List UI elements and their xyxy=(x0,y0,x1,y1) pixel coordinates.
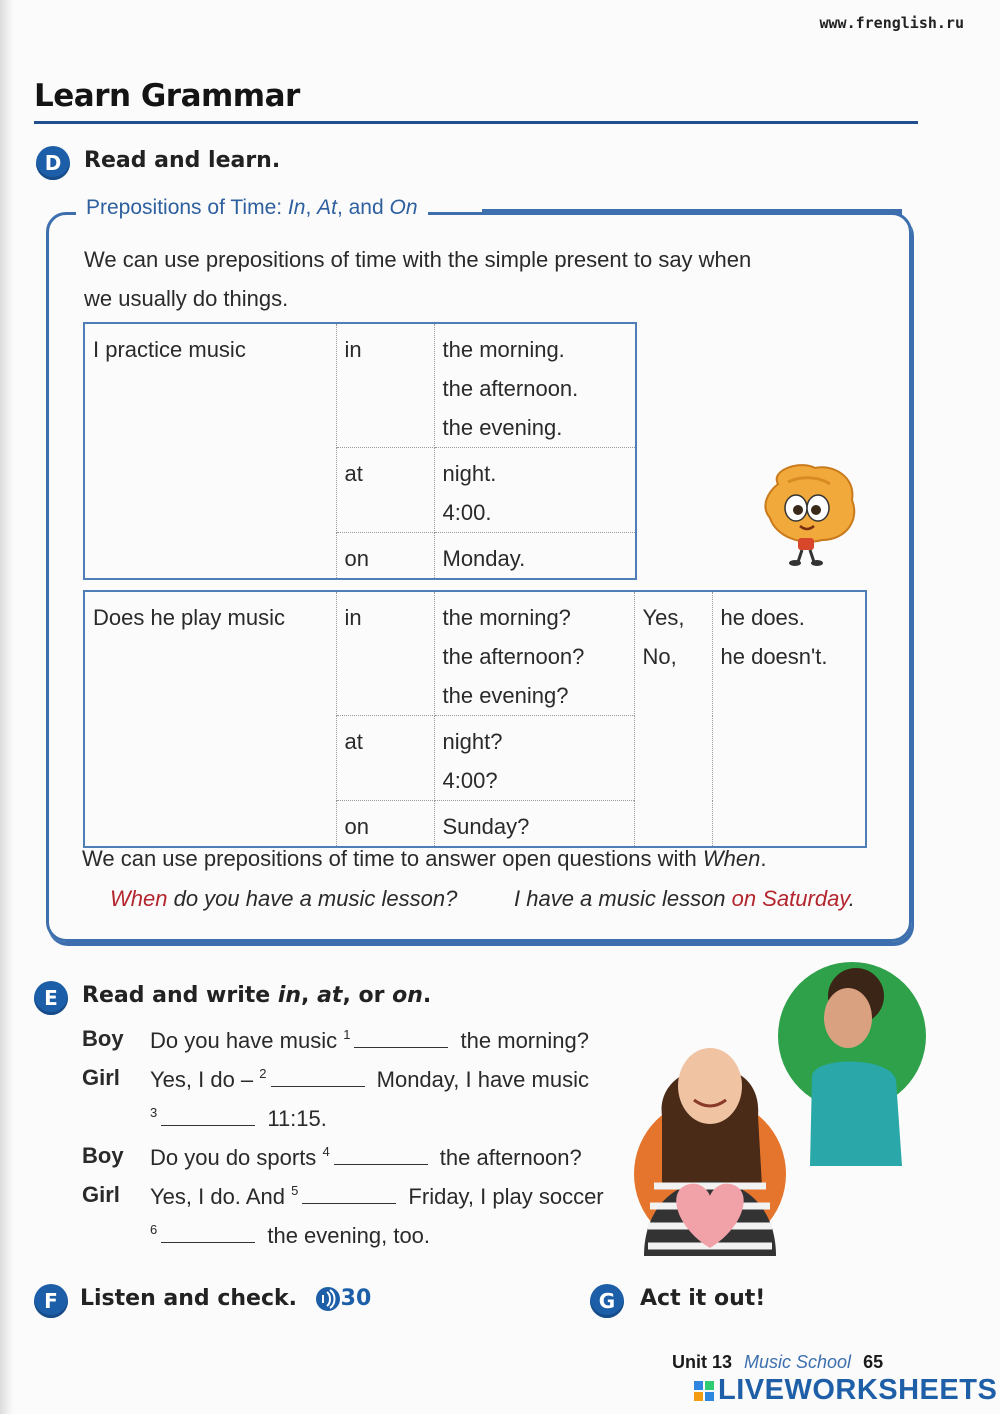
answer-blank-2[interactable] xyxy=(271,1065,365,1087)
section-g-heading: Act it out! xyxy=(640,1286,766,1311)
table2-yes-no: Yes, No, xyxy=(634,591,712,847)
dialog-line: Yes, I do – $^2$ Monday, I have music xyxy=(150,1066,589,1092)
section-f-heading: Listen and check. 30 xyxy=(80,1286,372,1311)
section-f-badge: F xyxy=(34,1284,68,1318)
page-title: Learn Grammar xyxy=(34,78,300,114)
table1-on-items: Monday. xyxy=(434,533,636,580)
section-g-badge: G xyxy=(590,1284,624,1318)
children-photo xyxy=(634,956,930,1256)
table1-in-items: the morning. the afternoon. the evening. xyxy=(434,323,636,448)
grammar-table-statements xyxy=(83,322,637,580)
answer-blank-3[interactable] xyxy=(161,1104,255,1126)
audio-track-number: 30 xyxy=(340,1286,372,1311)
table2-prep-on: on xyxy=(336,801,434,848)
dialog-line: Yes, I do. And $^5$ Friday, I play soccer xyxy=(150,1183,604,1209)
grammar-intro: We can use prepositions of time with the simple present to say when we usually do things. xyxy=(84,247,752,311)
table1-prep-at: at xyxy=(336,448,434,533)
dialog-line: $^6$ the evening, too. xyxy=(150,1222,431,1248)
box-title-rule xyxy=(482,208,902,218)
table1-prep-on: on xyxy=(336,533,434,580)
grammar-closing-note: We can use prepositions of time to answer open questions with When. xyxy=(82,846,767,871)
table2-subject: Does he play music xyxy=(84,591,336,847)
answer-blank-4[interactable] xyxy=(334,1143,428,1165)
example-question: When do you have a music lesson? xyxy=(110,886,458,911)
dialog-line: Do you do sports $^4$ the afternoon? xyxy=(150,1144,582,1170)
answer-blank-6[interactable] xyxy=(161,1221,255,1243)
dialog-speaker: Boy xyxy=(82,1143,124,1168)
table2-on-items: Sunday? xyxy=(434,801,634,848)
section-d-heading: Read and learn. xyxy=(84,148,281,173)
table1-subject: I practice music xyxy=(84,323,336,579)
table1-at-items: night. 4:00. xyxy=(434,448,636,533)
section-d-badge: D xyxy=(36,146,70,180)
dialog-line: Do you have music $^1$ the morning? xyxy=(150,1027,589,1053)
answer-blank-1[interactable] xyxy=(354,1026,448,1048)
table2-prep-in: in xyxy=(336,591,434,716)
dialog-speaker: Girl xyxy=(82,1065,120,1090)
section-e-badge: E xyxy=(34,981,68,1015)
dialog-speaker: Boy xyxy=(82,1026,124,1051)
grammar-table-questions xyxy=(83,590,867,848)
section-e-heading: Read and write in, at, or on. xyxy=(82,983,432,1008)
liveworksheets-logo-icon xyxy=(694,1381,714,1401)
table1-prep-in: in xyxy=(336,323,434,448)
mascot-character xyxy=(760,462,860,566)
title-divider xyxy=(34,121,918,124)
dialog-line: $^3$ 11:15. xyxy=(150,1105,327,1131)
page-edge-shadow xyxy=(0,0,14,1414)
dialog-speaker: Girl xyxy=(82,1182,120,1207)
table2-in-items: the morning? the afternoon? the evening? xyxy=(434,591,634,716)
example-answer: I have a music lesson on Saturday. xyxy=(514,886,855,911)
answer-blank-5[interactable] xyxy=(302,1182,396,1204)
grammar-box-title: Prepositions of Time: In, At, and On xyxy=(76,196,428,220)
audio-icon[interactable] xyxy=(315,1286,341,1312)
liveworksheets-watermark[interactable]: LIVEWORKSHEETS xyxy=(694,1374,997,1407)
table2-short-answers: he does. he doesn't. xyxy=(712,591,866,847)
table2-prep-at: at xyxy=(336,716,434,801)
table2-at-items: night? 4:00? xyxy=(434,716,634,801)
site-url[interactable]: www.frenglish.ru xyxy=(819,14,964,32)
page-footer: Unit 13 Music School 65 xyxy=(672,1352,884,1372)
